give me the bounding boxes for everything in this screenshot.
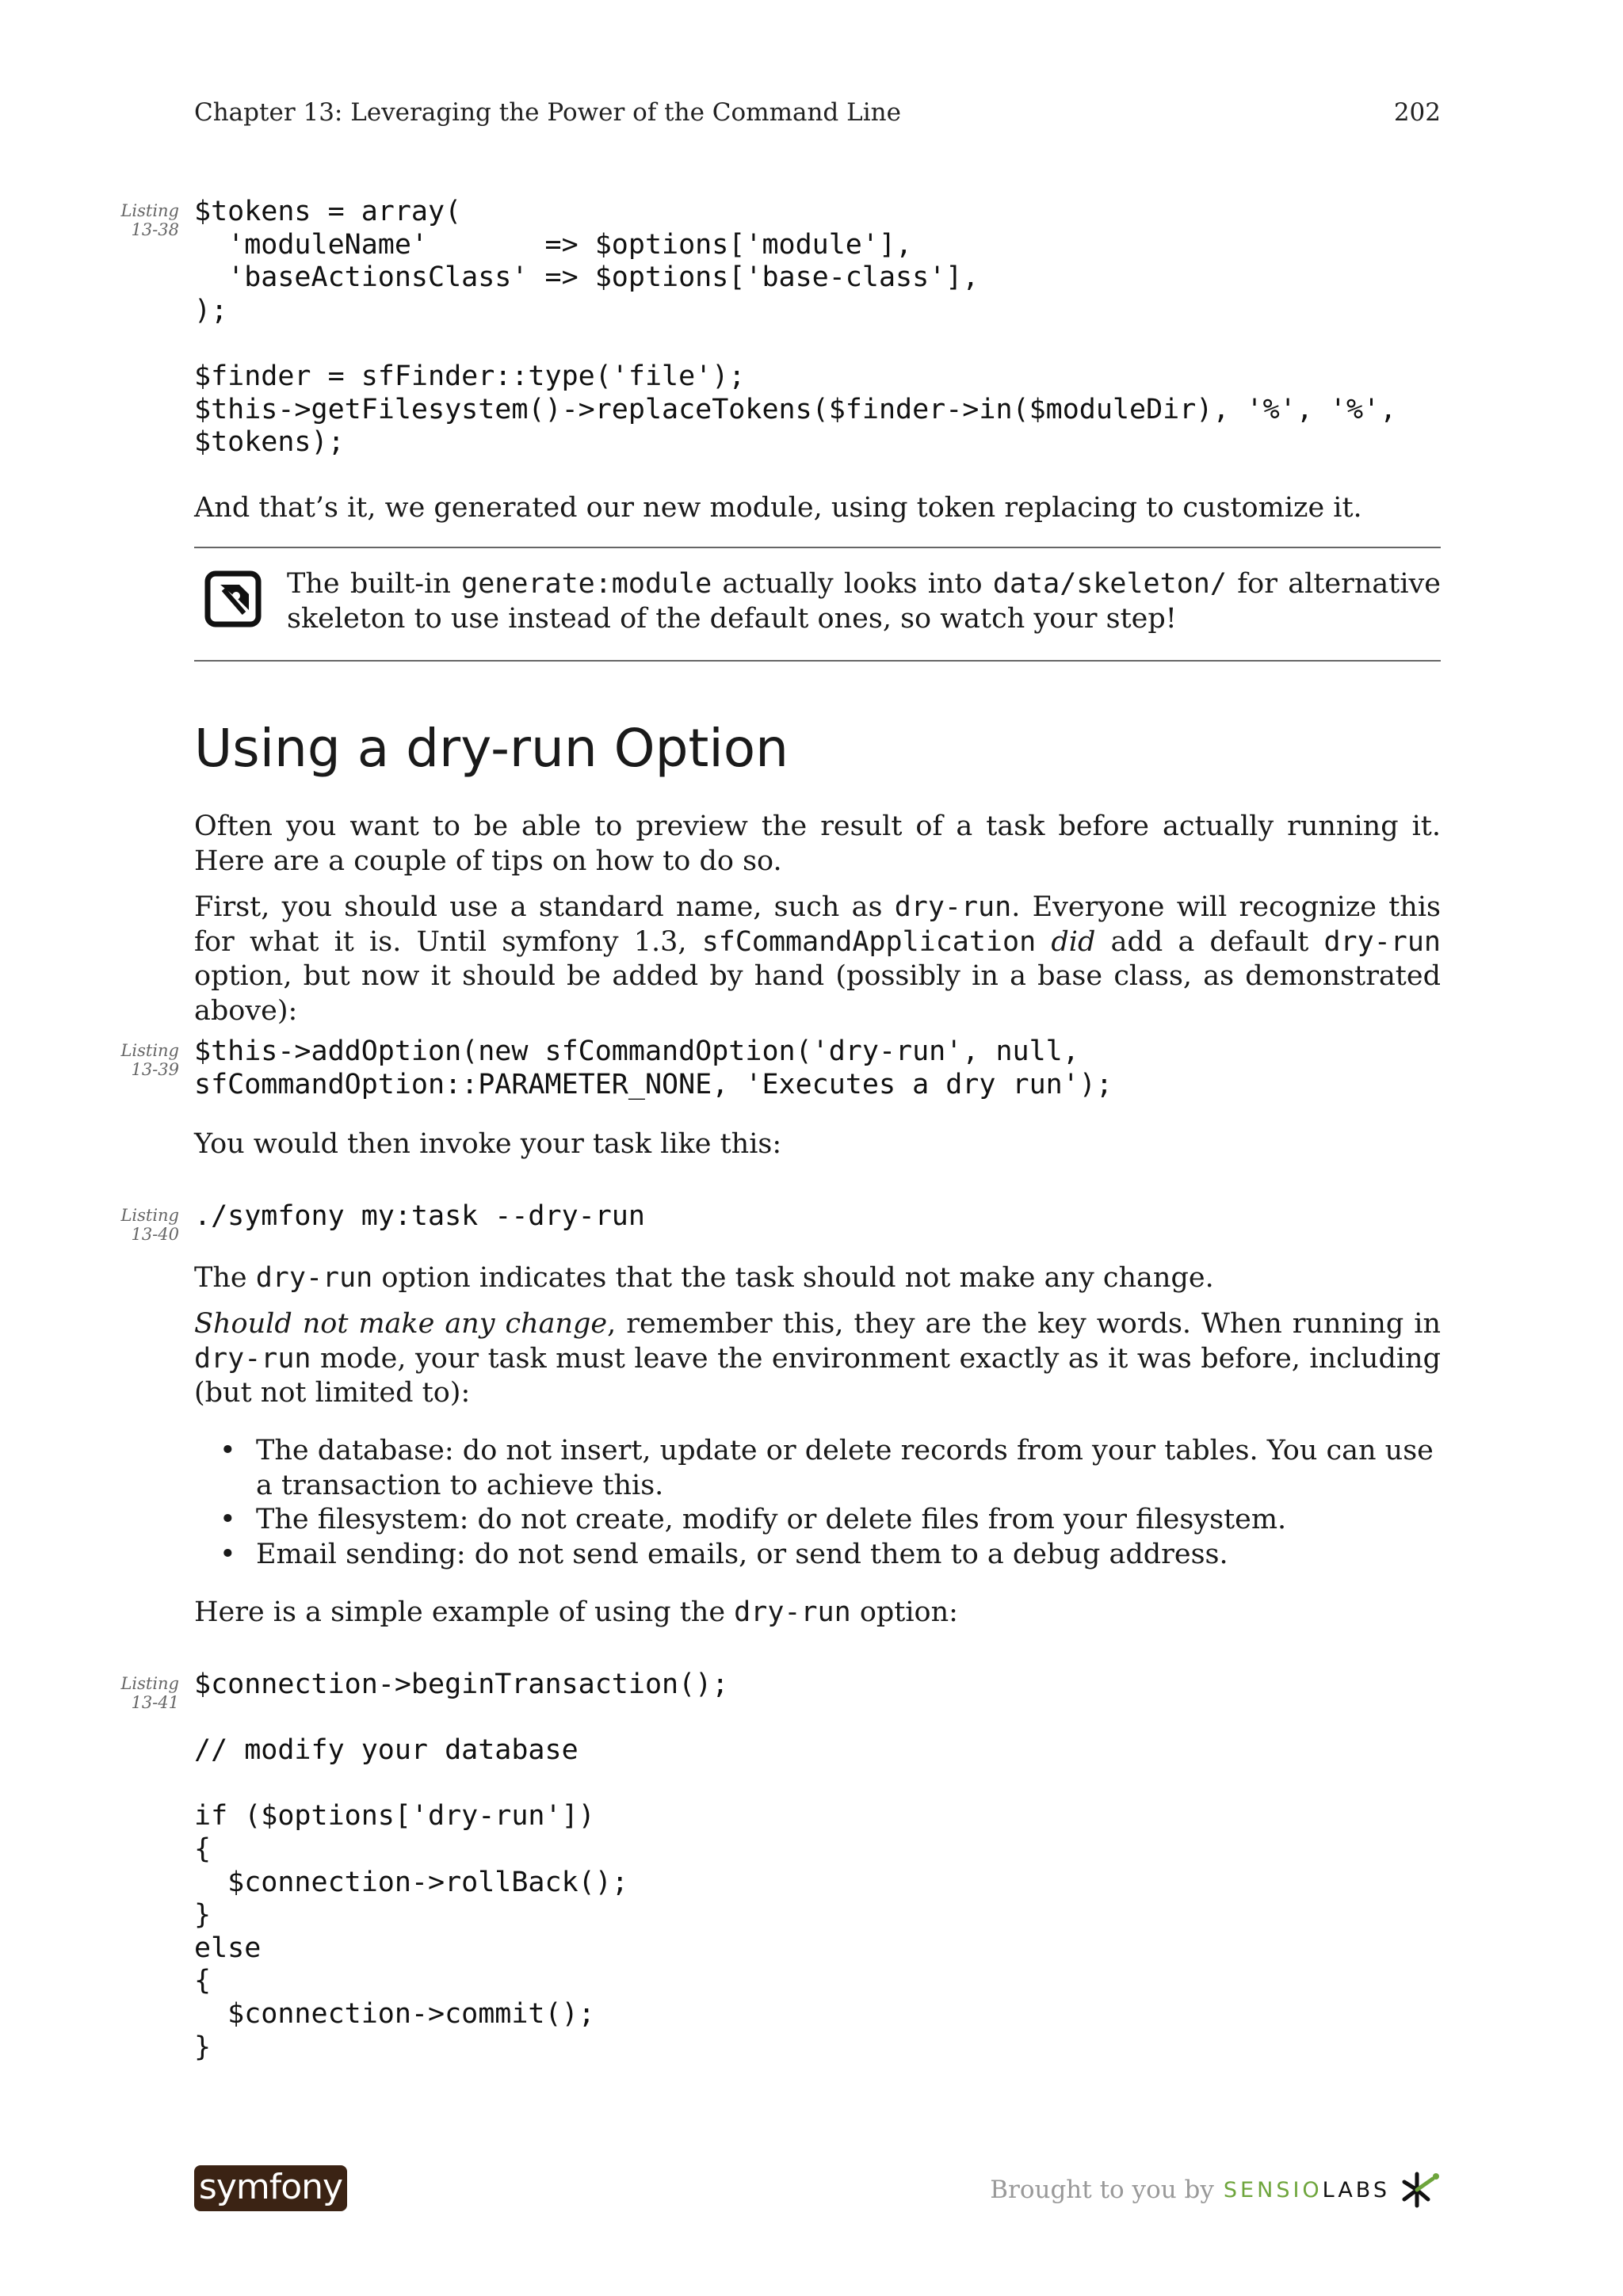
list-item: • Email sending: do not send emails, or send them to a debug address.: [194, 1538, 1441, 1573]
brought-text: Brought to you by: [990, 2176, 1214, 2204]
note-text: The built-in generate:module actually looks into data/skeleton/ for alternative skeleton to use instead of the default ones, so watch your step!: [287, 568, 1441, 635]
listing-number: 13-39: [131, 1060, 179, 1079]
listing-word: Listing: [120, 1041, 179, 1060]
code-listing-13-38: $tokens = array( 'moduleName' => $options['module'], 'baseActionsClass' => $options['base-class'], ); $finder = sfFinder::type('file'); $this->getFilesystem()->replaceTokens($finder->in($moduleDir), '%', '%', $tokens);: [194, 196, 1397, 459]
paragraph-dry-run-option: The dry-run option indicates that the task should not make any change.: [194, 1262, 1214, 1294]
note-top-rule: [194, 547, 1441, 548]
paragraph-standard-name: First, you should use a standard name, such as dry-run. Everyone will recognize this for what it is. Until symfony 1.3, sfCommandApplication did add a default dry-run option, but now it should be added by hand (possibly in a base class, as demonstrated above):: [194, 891, 1441, 1027]
paragraph-invoke: You would then invoke your task like this:: [194, 1128, 782, 1160]
listing-number: 13-38: [131, 220, 179, 239]
section-heading: Using a dry-run Option: [194, 718, 789, 779]
sensiolabs-star-icon: [1400, 2171, 1441, 2209]
chapter-title: Chapter 13: Leveraging the Power of the Command Line: [194, 98, 901, 127]
listing-number: 13-40: [131, 1225, 179, 1244]
running-header: [194, 98, 1441, 127]
listing-label: [119, 1674, 179, 1712]
paragraph-preview: Often you want to be able to preview the result of a task before actually running it. Here are a couple of tips on how to do so.: [194, 810, 1441, 877]
listing-label: [119, 1041, 179, 1079]
brought-to-you-by: [990, 2171, 1441, 2209]
list-item: • The database: do not insert, update or delete records from your tables. You can use a transaction to achieve this.: [220, 1435, 1434, 1501]
paragraph-example: Here is a simple example of using the dry-run option:: [194, 1596, 958, 1628]
paragraph-generated: And that’s it, we generated our new module, using token replacing to customize it.: [194, 492, 1362, 524]
listing-word: Listing: [120, 201, 179, 220]
symfony-logo: symfony: [194, 2165, 347, 2211]
bullet-list: [194, 1434, 1441, 1572]
bullet-marker: •: [220, 1504, 236, 1535]
note-bottom-rule: [194, 660, 1441, 662]
list-item: • The filesystem: do not create, modify or delete files from your filesystem.: [194, 1503, 1441, 1538]
code-listing-13-40: ./symfony my:task --dry-run: [194, 1200, 645, 1232]
note-icon: [204, 570, 262, 627]
listing-label: [119, 1206, 179, 1244]
bullet-marker: •: [220, 1435, 236, 1466]
page-number: 202: [1393, 98, 1441, 127]
paragraph-should-not: Should not make any change, remember this, they are the key words. When running in dry-run mode, your task must leave the environment exactly as it was before, including (but not limited to):: [194, 1308, 1441, 1409]
sensiolabs-wordmark: SENSIOLABS: [1223, 2177, 1390, 2203]
code-listing-13-41: $connection->beginTransaction(); // modify your database if ($options['dry-run']) { $connection->rollBack(); } else { $connection->commit(); }: [194, 1669, 729, 2063]
listing-number: 13-41: [131, 1693, 179, 1712]
listing-label: [119, 201, 179, 239]
code-listing-13-39: $this->addOption(new sfCommandOption('dry-run', null, sfCommandOption::PARAMETER_NONE, 'Executes a dry run');: [194, 1035, 1113, 1100]
listing-word: Listing: [120, 1674, 179, 1693]
listing-word: Listing: [120, 1206, 179, 1225]
bullet-marker: •: [220, 1538, 236, 1570]
